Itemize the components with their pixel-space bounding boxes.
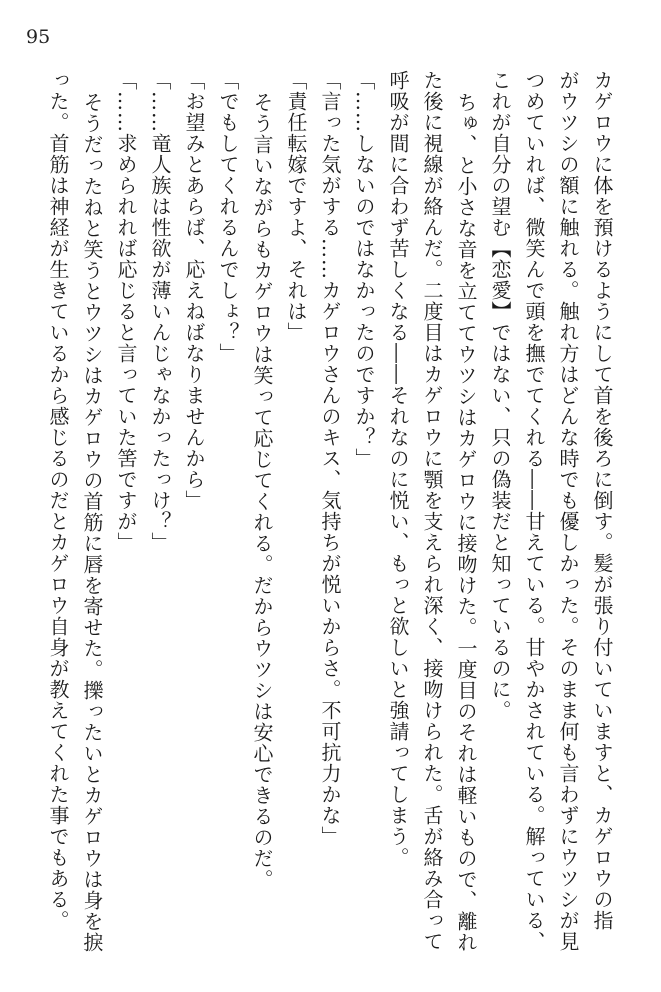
text-column: 「……竜人族は性欲が薄いんじゃなかったっけ？」 [148, 70, 172, 553]
text-column: 「お望みとあらば、応えねばなりませんから」 [182, 70, 206, 511]
text-column: そうだったねと笑うとウツシはカゲロウの首筋に唇を寄せた。擽ったいとカゲロウは身を捩 [80, 92, 104, 953]
text-column: つめていれば、微笑んで頭を撫でてくれる――甘えている。甘やかされている。解っている、 [522, 70, 546, 952]
text-column: カゲロウに体を預けるようにして首を後ろに倒す。髪が張り付いていますと、カゲロウの指 [590, 70, 614, 931]
text-column: ちゅ、と小さな音を立ててウツシはカゲロウに接吻けた。一度目のそれは軽いもので、離れ [454, 92, 478, 953]
page-number: 95 [26, 26, 51, 48]
text-column: 「責任転嫁ですよ、それは」 [284, 70, 308, 343]
text-column: これが自分の望む【恋愛】ではない、只の偽装だと知っているのに。 [488, 70, 512, 721]
text-column: 「でもしてくれるんでしょ？」 [216, 70, 240, 364]
text-column: そう言いながらもカゲロウは笑って応じてくれる。だからウツシは安心できるのだ。 [250, 92, 274, 890]
text-column: がウツシの額に触れる。触れ方はどんな時でも優しかった。そのまま何も言わずにウツシが見 [556, 70, 580, 952]
text-column: 「……求められれば応じると言っていた筈ですが」 [114, 70, 138, 553]
text-column: った。首筋は神経が生きているから感じるのだとカゲロウ自身が教えてくれた事でもある。 [46, 70, 70, 931]
text-column: 「言った気がする……カゲロウさんのキス、気持ちが悦いからさ。不可抗力かな」 [318, 70, 342, 847]
text-column: 「……しないのではなかったのですか？」 [352, 70, 376, 469]
text-column: 呼吸が間に合わず苦しくなる――それなのに悦い、もっと欲しいと強請ってしまう。 [386, 70, 410, 868]
text-column: た後に視線が絡んだ。二度目はカゲロウに顎を支えられ深く、接吻けられた。舌が絡み合って [420, 70, 444, 952]
